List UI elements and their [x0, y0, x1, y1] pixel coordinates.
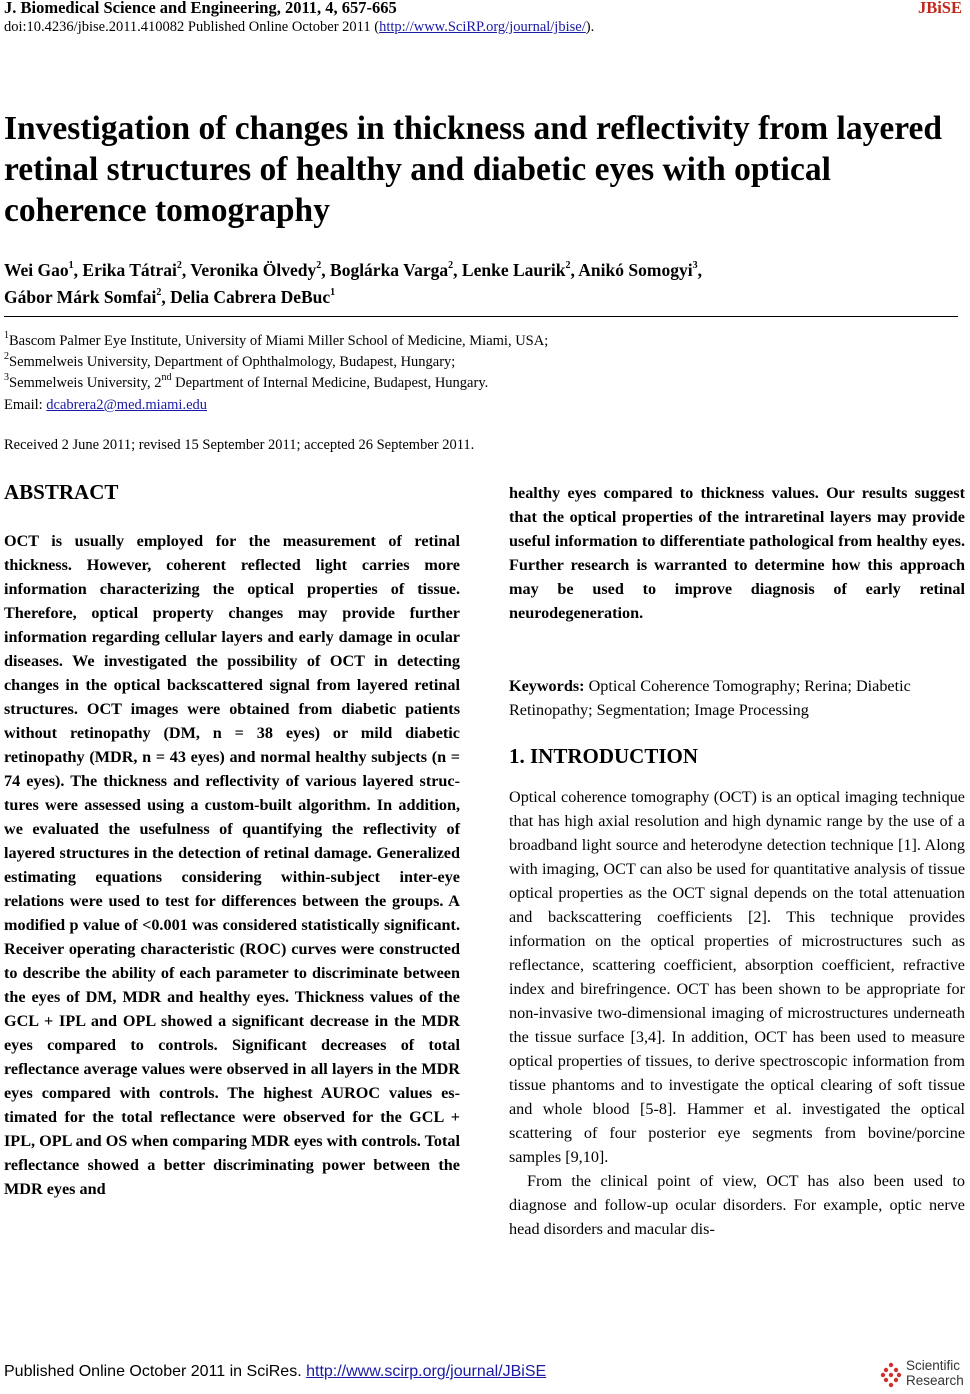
doi-suffix: ). [585, 19, 595, 35]
author: Delia Cabrera DeBuc$^1$ [170, 287, 336, 307]
affiliation-1: $^1$Bascom Palmer Eye Institute, University of Miami Miller School of Medicine, Miami, USA; [4, 330, 549, 349]
divider [4, 316, 958, 317]
email-line: Email: dcabrera2@med.miami.edu [4, 397, 208, 413]
doi-line [4, 19, 594, 36]
journal-citation: J. Biomedical Science and Engineering, 2011, 4, 657-665 [4, 0, 397, 17]
journal-link[interactable]: http://www.SciRP.org/journal/jbise/ [379, 19, 586, 35]
logo-text: Scientific Research [906, 1358, 964, 1388]
author: Boglárka Varga$^2$, [330, 260, 462, 280]
keywords [509, 674, 965, 722]
introduction-body [509, 785, 965, 1241]
abstract-body-left: OCT is usually employed for the measurement of retinal thickness. However, coherent reflected light carries more information characterizing the optical properties of tissue. Therefore, optical property changes may provide further information regarding cellular layers and early damage in ocular diseases. We investigated the possibility of OCT in detecting changes in the optical backscattered signal from layered retinal structures. OCT images were obtained from diabetic patients without retinopathy (DM, n = 38 eyes) or mild diabetic retinopathy (MDR, n = 43 eyes) and normal healthy subjects (n = 74 eyes). The thickness and reflectivity of various layered structures were assessed using a custom-built algorithm. In addition, we evaluated the usefulness of quantifying the reflectivity of layered structures in the detection of retinal damage. Generalized estimating equations considering within-subject inter-eye relations were used to test for differences between the groups. A modified p value of <0.001 was considered statistically significant. Receiver operating characteristic (ROC) curves were constructed to describe the ability of each parameter to discriminate between the eyes of DM, MDR and healthy eyes. Thickness values of the GCL + IPL and OPL showed a significant decrease in the MDR eyes compared to controls. Significant decreases of total reflectance average values were observed in all layers in the MDR eyes compared with controls. The highest AUROC values estimated for the total reflectance were observed for the GCL + IPL, OPL and OS when comparing MDR eyes with controls. Total reflectance showed a better discriminating power between the MDR eyes and [4, 532, 460, 1198]
keywords-label: Keywords: [509, 677, 585, 695]
author: Veronika Ölvedy$^2$, [190, 260, 331, 280]
footer-publication: Published Online October 2011 in SciRes. http://www.scirp.org/journal/JBiSE [4, 1363, 547, 1380]
email-link[interactable]: dcabrera2@med.miami.edu [46, 397, 208, 413]
author-list [4, 257, 964, 311]
author: Wei Gao$^1$, [4, 260, 83, 280]
abstract-body-right: healthy eyes compared to thickness values. Our results suggest that the optical properties of the intraretinal layers may provide useful information to differentiate pathological from healthy eyes. Further research is warranted to determine how this approach may be used to improve diagnosis of early retinal neurodegeneration. [509, 484, 965, 622]
author: Lenke Laurik$^2$, [461, 260, 579, 280]
received-dates: Received 2 June 2011; revised 15 September 2011; accepted 26 September 2011. [4, 437, 475, 453]
author: Gábor Márk Somfai$^2$, [4, 287, 171, 307]
author: Erika Tátrai$^2$, [82, 260, 191, 280]
scientific-research-logo-icon [880, 1362, 902, 1388]
publisher-logo [880, 1358, 968, 1394]
affiliation-3: $^3$Semmelweis University, 2nd Department of Internal Medicine, Budapest, Hungary. [4, 372, 489, 391]
paragraph: From the clinical point of view, OCT has also been used to diagnose and follow-up ocular disorders. For example, optic nerve head disorders and macular dis- [509, 1172, 965, 1238]
doi-prefix: doi:10.4236/jbise.2011.410082 Published Online October 2011 ( [4, 19, 380, 35]
introduction-heading: 1. INTRODUCTION [509, 744, 699, 768]
affiliation-2: $^2$Semmelweis University, Department of Ophthalmology, Budapest, Hungary; [4, 351, 456, 370]
footer-link[interactable]: http://www.scirp.org/journal/JBiSE [306, 1363, 547, 1380]
paragraph: Optical coherence tomography (OCT) is an optical imaging technique that has high axial resolution and high dynamic range by the use of a broadband light source and heterodyne detection technique [1]. Along with imaging, OCT can also be used for quantitative analysis of tissue optical properties as the OCT signal depends on the total attenuation and backscattering coefficients [2]. This technique provides information on the optical properties of microstructures such as reflectance, scattering coefficient, absorption coefficient, refractive index and birefringence. OCT has been shown to be appropriate for non-invasive two-dimensional imaging of microstructures underneath the tissue surface [3,4]. In addition, OCT has been used to measure optical properties of tissues, to derive spectroscopic information from tissue phantoms and to investigate the optical clearing of soft tissue and whole blood [5-8]. Hammer et al. investigated the optical scattering of four posterior eye segments from bovine/porcine samples [9,10]. [509, 788, 965, 1166]
abstract-heading: ABSTRACT [4, 480, 119, 504]
journal-tag: JBiSE [917, 0, 962, 17]
author: Anikó Somogyi$^3$, [578, 260, 702, 280]
keywords-text: Optical Coherence Tomography; Rerina; Diabetic Retinopathy; Segmentation; Image Processing [509, 677, 911, 719]
paper-title: Investigation of changes in thickness and reflectivity from layered retinal structures of healthy and diabetic eyes with optical coherence tomography [4, 110, 942, 229]
